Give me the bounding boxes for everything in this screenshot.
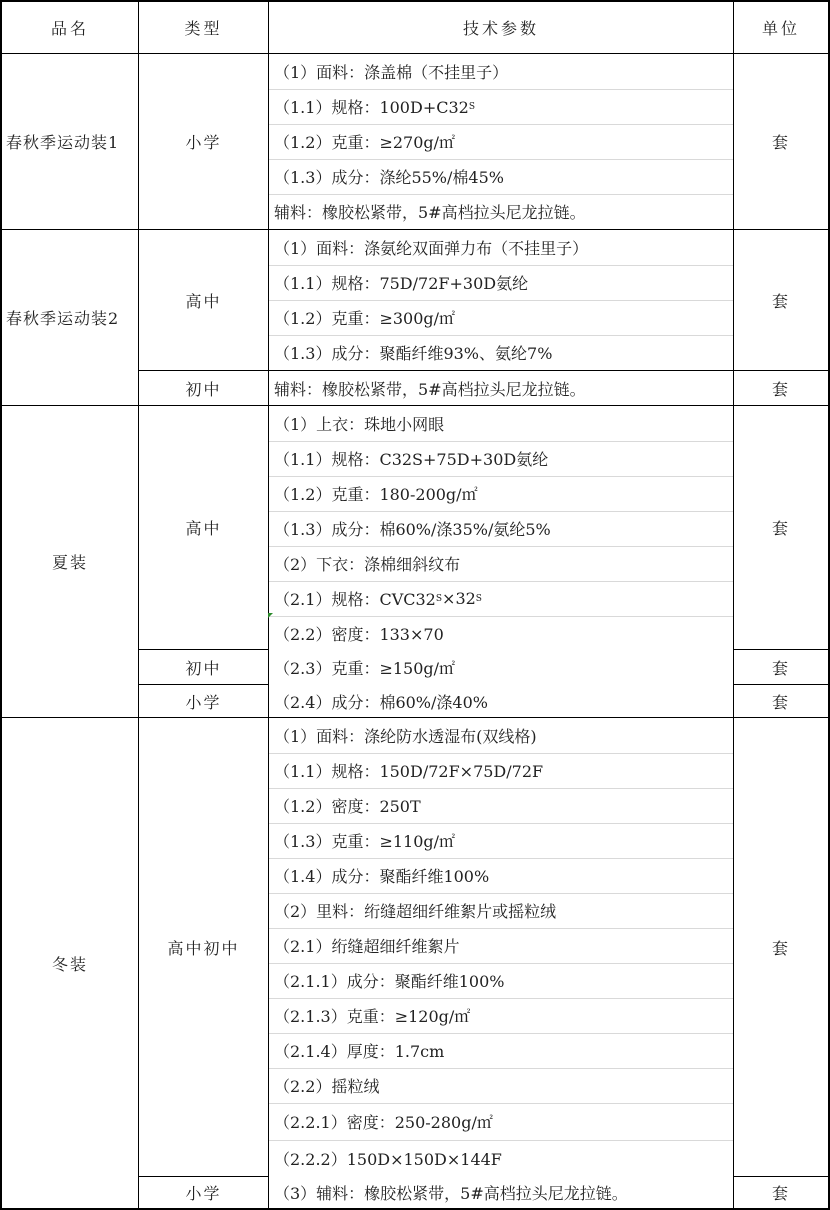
grid-line	[733, 684, 830, 685]
header-type: 类型	[184, 18, 223, 38]
row-separator	[269, 963, 733, 964]
product-name: 春秋季运动装1	[6, 133, 120, 152]
row-separator	[269, 300, 733, 301]
category-type: 小学	[185, 1184, 222, 1203]
table-border	[0, 0, 830, 2]
param-line: （1）上衣：珠地小网眼	[274, 415, 445, 434]
param-line: （1.2）克重：≥300g/㎡	[274, 309, 456, 328]
grid-line	[0, 229, 830, 230]
param-line: （1.3）成分：聚酯纤维93%、氨纶7%	[274, 344, 553, 363]
grid-line	[733, 1176, 830, 1177]
row-separator	[269, 788, 733, 789]
grid-line	[138, 1176, 269, 1177]
param-line: （2）里料：绗缝超细纤维絮片或摇粒绒	[274, 902, 557, 921]
param-line: （1.3）成分：棉60%/涤35%/氨纶5%	[274, 520, 551, 539]
row-separator	[269, 511, 733, 512]
product-name: 夏装	[51, 552, 88, 572]
unit-value: 套	[771, 291, 790, 311]
row-separator	[269, 1033, 733, 1034]
header-params: 技术参数	[462, 18, 539, 38]
header-unit: 单位	[761, 18, 800, 38]
category-type: 初中	[185, 658, 222, 678]
param-line: （1）面料：涤纶防水透湿布(双线格)	[274, 727, 537, 746]
param-line: （2.1.1）成分：聚酯纤维100%	[274, 972, 505, 991]
param-line: （2.2）摇粒绒	[274, 1077, 380, 1096]
row-separator	[269, 1068, 733, 1069]
row-separator	[269, 823, 733, 824]
row-separator	[269, 476, 733, 477]
row-separator	[269, 893, 733, 894]
category-type: 高中	[185, 291, 222, 311]
param-line: （2.1）绗缝超细纤维絮片	[274, 937, 460, 956]
unit-value: 套	[771, 938, 790, 958]
row-separator	[269, 441, 733, 442]
row-separator	[269, 1103, 733, 1104]
grid-line	[138, 649, 269, 650]
param-line: （1）面料：涤盖棉（不挂里子）	[274, 63, 509, 82]
row-separator	[269, 858, 733, 859]
category-type: 高中初中	[167, 938, 240, 958]
param-line: （1.3）克重：≥110g/㎡	[274, 832, 456, 851]
param-line: （1.4）成分：聚酯纤维100%	[274, 867, 490, 886]
grid-line	[138, 684, 269, 685]
param-line: （2.2.2）150D×150D×144F	[274, 1149, 502, 1169]
row-separator	[269, 1140, 733, 1141]
row-separator	[269, 335, 733, 336]
row-separator	[269, 616, 733, 617]
param-line: （2.1）规格：CVC32 S ×32 S	[274, 589, 482, 609]
row-separator	[269, 928, 733, 929]
grid-line	[0, 53, 830, 54]
row-separator	[269, 998, 733, 999]
param-line: （1.1）规格：100D+C32 S	[274, 98, 475, 117]
header-name: 品名	[50, 18, 89, 38]
grid-line	[733, 0, 734, 1210]
category-type: 小学	[185, 133, 222, 152]
unit-value: 套	[771, 133, 790, 152]
param-line: 辅料：橡胶松紧带，5#高档拉头尼龙拉链。	[274, 379, 586, 399]
param-line: （2.2.1）密度：250-280g/㎡	[274, 1113, 493, 1132]
param-line: （2）下衣：涤棉细斜纹布	[274, 555, 461, 574]
unit-value: 套	[771, 692, 790, 712]
row-separator	[269, 546, 733, 547]
grid-line	[0, 405, 830, 406]
param-line: （1.1）规格：75D/72F+30D氨纶	[274, 274, 529, 293]
param-line: 辅料：橡胶松紧带，5#高档拉头尼龙拉链。	[274, 203, 586, 222]
table-border	[0, 0, 2, 1210]
row-separator	[269, 124, 733, 125]
grid-line	[268, 0, 269, 1210]
param-line: （2.1.4）厚度：1.7cm	[274, 1042, 445, 1061]
cell-comment-indicator[interactable]	[268, 613, 273, 618]
unit-value: 套	[771, 379, 790, 399]
param-line: （2.4）成分：棉60%/涤40%	[274, 692, 488, 712]
param-line: （1.2）克重：180-200g/㎡	[274, 485, 478, 504]
grid-line	[0, 717, 830, 718]
category-type: 小学	[185, 692, 222, 712]
row-separator	[269, 194, 733, 195]
param-line: （2.1.3）克重：≥120g/㎡	[274, 1007, 471, 1026]
param-line: （1.2）密度：250T	[274, 797, 421, 816]
grid-line	[733, 649, 830, 650]
category-type: 初中	[185, 379, 222, 399]
grid-line	[138, 370, 830, 371]
row-separator	[269, 581, 733, 582]
param-line: （1.1）规格：150D/72F×75D/72F	[274, 762, 544, 781]
unit-value: 套	[771, 658, 790, 678]
param-line: （1）面料：涤氨纶双面弹力布（不挂里子）	[274, 239, 589, 258]
category-type: 高中	[185, 519, 222, 538]
unit-value: 套	[771, 1184, 790, 1203]
row-separator	[269, 159, 733, 160]
product-name: 冬装	[51, 954, 88, 974]
row-separator	[269, 265, 733, 266]
param-line: （1.3）成分：涤纶55%/棉45%	[274, 168, 504, 187]
grid-line	[138, 0, 139, 1210]
param-line: （3）辅料：橡胶松紧带，5#高档拉头尼龙拉链。	[274, 1184, 628, 1203]
param-line: （2.3）克重：≥150g/㎡	[274, 658, 456, 678]
row-separator	[269, 753, 733, 754]
param-line: （1.2）克重：≥270g/㎡	[274, 133, 456, 152]
param-line: （2.2）密度：133×70	[274, 624, 444, 644]
product-name: 春秋季运动装2	[6, 309, 120, 328]
unit-value: 套	[771, 519, 790, 538]
param-line: （1.1）规格：C32S+75D+30D氨纶	[274, 450, 549, 469]
row-separator	[269, 89, 733, 90]
